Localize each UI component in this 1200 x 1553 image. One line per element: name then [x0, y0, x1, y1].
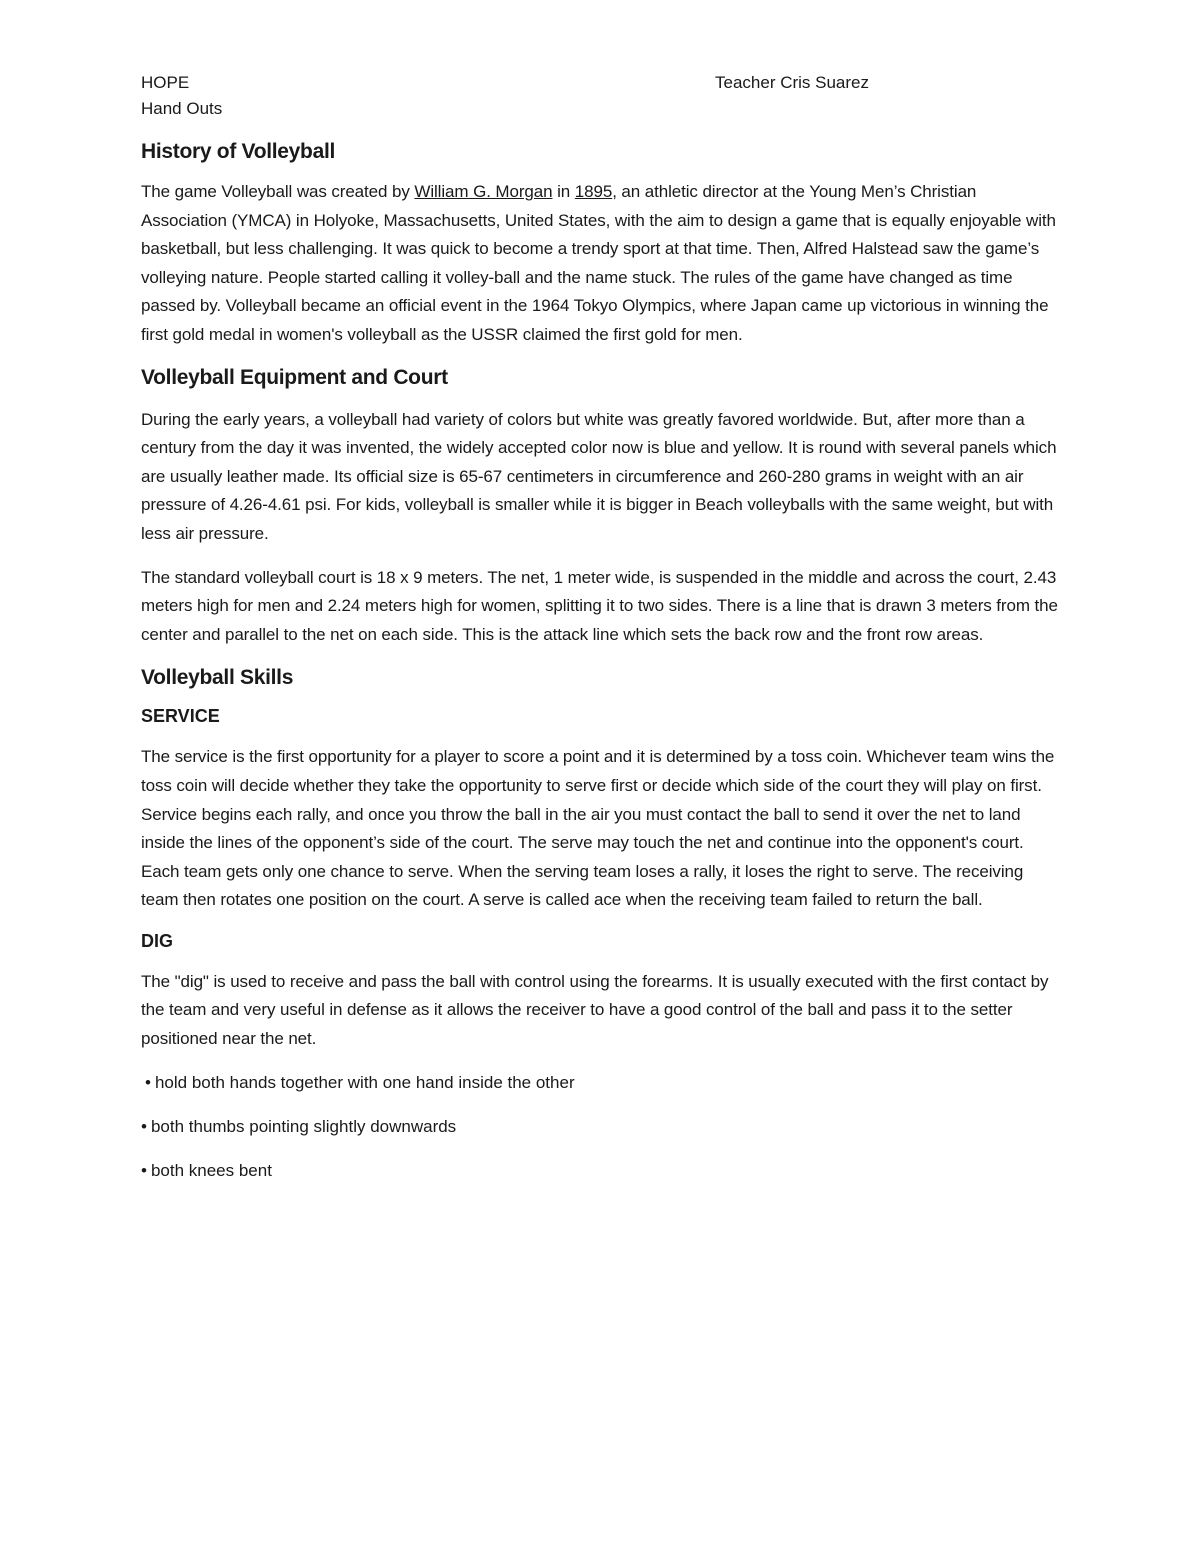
history-text-in: in — [552, 182, 575, 201]
creator-link[interactable]: William G. Morgan — [414, 182, 553, 201]
bullet-icon: • — [141, 1116, 147, 1136]
skills-heading: Volleyball Skills — [141, 666, 294, 690]
bullet-icon: • — [141, 1160, 147, 1180]
teacher-label: Teacher Cris Suarez — [715, 73, 870, 92]
doc-type-label: Hand Outs — [141, 99, 223, 118]
header-row — [141, 70, 1061, 96]
history-text-start: The game Volleyball was created by — [141, 182, 415, 201]
bullet-text: both knees bent — [150, 1160, 272, 1180]
equipment-heading: Volleyball Equipment and Court — [141, 365, 448, 389]
document-page — [141, 70, 1061, 1201]
equipment-paragraph-1: During the early years, a volleyball had variety of colors but white was greatly favored worldwide. But, after more than a century from the day it was invented, the widely accepted color now is blue and yellow. It is round with several panels which are usually leather made. Its official size is 65-67 centimeters in circumference and 260-280 grams in weight with an air pressure of 4.26-4.61 psi. For kids, volleyball is smaller while it is bigger in Beach volleyballs with the same weight, but with less air pressure. — [141, 409, 1057, 543]
header-row-2 — [141, 96, 1061, 122]
history-paragraph — [141, 178, 1061, 350]
history-heading: History of Volleyball — [141, 140, 336, 163]
subject-label: HOPE — [141, 73, 190, 92]
equipment-paragraph-2: The standard volleyball court is 18 x 9 meters. The net, 1 meter wide, is suspended in the middle and across the court, 2.43 meters high for men and 2.24 meters high for women, splitting it to two sides. There is a line that is drawn 3 meters from the center and parallel to the net on each side. This is the attack line which sets the back row and the front row areas. — [141, 567, 1058, 644]
dig-heading: DIG — [141, 930, 174, 951]
list-item — [141, 1069, 1061, 1097]
dig-bullet-list — [141, 1069, 1061, 1185]
bullet-icon: • — [145, 1072, 151, 1092]
service-paragraph: The service is the first opportunity for a player to score a point and it is determined by a toss coin. Whichever team wins the toss coin will decide whether they take the opportunity to serve first or decide which side of the court they will play on first. Service begins each rally, and once you throw the ball in the air you must contact the ball to send it over the net to land inside the lines of the opponent’s side of the court. The serve may touch the net and continue into the opponent's court. Each team gets only one chance to serve. When the serving team loses a rally, it loses the right to serve. The receiving team then rotates one position on the court. A serve is called ace when the receiving team failed to return the ball. — [141, 747, 1055, 910]
year-link[interactable]: 1895 — [574, 182, 613, 201]
bullet-text: both thumbs pointing slightly downwards — [150, 1116, 457, 1136]
service-heading: SERVICE — [141, 706, 220, 727]
bullet-text: hold both hands together with one hand inside the other — [154, 1072, 575, 1092]
list-item — [141, 1157, 1061, 1185]
list-item — [141, 1113, 1061, 1141]
dig-paragraph: The "dig" is used to receive and pass the ball with control using the forearms. It is usually executed with the first contact by the team and very useful in defense as it allows the receiver to have a good control of the ball and pass it to the setter positioned near the net. — [141, 971, 1049, 1049]
history-text-rest: , an athletic director at the Young Men’s Christian Association (YMCA) in Holyoke, Massachusetts, United States, with the aim to design a game that is equally enjoyable with basketball, but less challenging. It was quick to become a trendy sport at that time. Then, Alfred Halstead saw the game’s volleying nature. People started calling it volley-ball and the name stuck. The rules of the game have changed as time passed by. Volleyball became an official event in the 1964 Tokyo Olympics, where Japan came up victorious in winning the first gold medal in women's volleyball as the USSR claimed the first gold for men. — [141, 182, 1056, 344]
